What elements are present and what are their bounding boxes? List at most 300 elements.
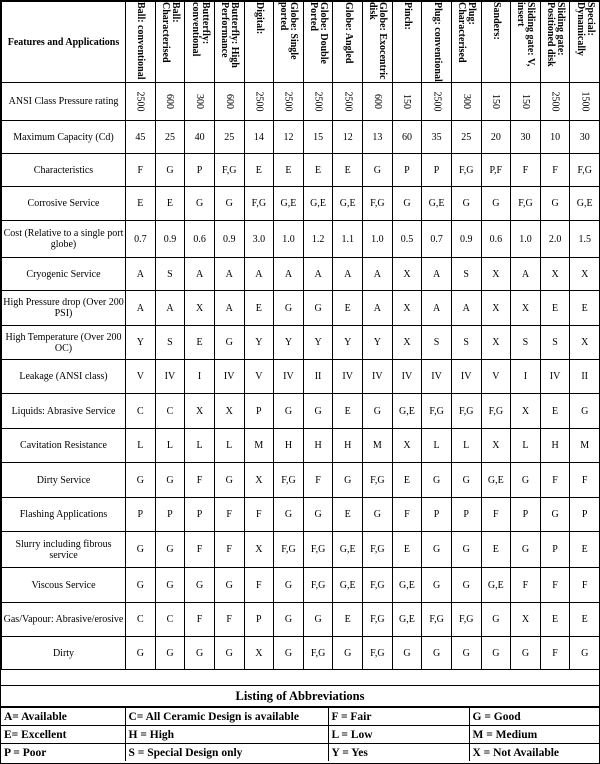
- rating-cell: E: [392, 532, 422, 568]
- rating-cell: P,F: [481, 154, 511, 187]
- rating-cell: G: [155, 637, 185, 670]
- rating-cell: L: [214, 429, 244, 463]
- pressure-rating-value: 300: [460, 94, 472, 109]
- rating-cell: E: [126, 187, 156, 221]
- rating-cell: F: [214, 532, 244, 568]
- rating-cell: G,E: [303, 187, 333, 221]
- rating-cell: G: [274, 603, 304, 637]
- abbreviations-table: [1, 707, 599, 761]
- feature-label: Gas/Vapour: Abrasive/erosive: [2, 603, 126, 637]
- rating-cell: F,G: [303, 532, 333, 568]
- rating-cell: G: [363, 394, 393, 429]
- rating-cell: F: [570, 568, 600, 603]
- rating-cell: S: [540, 326, 570, 360]
- rating-cell: 0.7: [126, 221, 156, 258]
- valve-type-label: Globe: Angled: [342, 2, 354, 64]
- rating-cell: 0.9: [155, 221, 185, 258]
- valve-type-header: [451, 2, 481, 83]
- abbreviation-entry: L = Low: [328, 726, 469, 744]
- rating-cell: E: [570, 291, 600, 326]
- rating-cell: P: [451, 498, 481, 532]
- valve-type-label: Globe: Exocentric disk: [367, 2, 389, 80]
- rating-cell: C: [126, 394, 156, 429]
- valve-type-label: Ball: Characterised: [159, 2, 181, 63]
- rating-cell: X: [244, 463, 274, 498]
- rating-cell: F,G: [363, 637, 393, 670]
- rating-cell: IV: [214, 360, 244, 394]
- rating-cell: 20: [481, 121, 511, 154]
- rating-cell: G,E: [333, 532, 363, 568]
- rating-cell: F,G: [451, 603, 481, 637]
- rating-cell: P: [126, 498, 156, 532]
- rating-cell: 25: [451, 121, 481, 154]
- rating-cell: G: [451, 637, 481, 670]
- rating-cell: G,E: [422, 187, 452, 221]
- valve-type-label: Sanders:: [490, 2, 502, 40]
- rating-cell: S: [422, 326, 452, 360]
- valve-type-header: [185, 2, 215, 83]
- abbreviation-entry: S = Special Design only: [125, 744, 328, 762]
- table-row: [2, 394, 600, 429]
- feature-label: Slurry including fibrous service: [2, 532, 126, 568]
- rating-cell: F: [392, 498, 422, 532]
- rating-cell: V: [126, 360, 156, 394]
- rating-cell: [155, 83, 185, 121]
- rating-cell: A: [274, 258, 304, 291]
- table-row: [2, 463, 600, 498]
- rating-cell: A: [126, 291, 156, 326]
- rating-cell: X: [481, 429, 511, 463]
- rating-cell: G,E: [333, 568, 363, 603]
- rating-cell: G: [303, 291, 333, 326]
- rating-cell: F: [185, 532, 215, 568]
- rating-cell: F: [244, 498, 274, 532]
- rating-cell: L: [126, 429, 156, 463]
- abbreviations-section: [1, 685, 599, 761]
- rating-cell: 12: [333, 121, 363, 154]
- rating-cell: G: [422, 568, 452, 603]
- abbreviation-entry: P = Poor: [1, 744, 125, 762]
- rating-cell: H: [540, 429, 570, 463]
- rating-cell: G: [540, 498, 570, 532]
- valve-type-header: [422, 2, 452, 83]
- abbreviation-entry: Y = Yes: [328, 744, 469, 762]
- table-row: [2, 121, 600, 154]
- table-row: [2, 429, 600, 463]
- rating-cell: 0.9: [451, 221, 481, 258]
- table-row: [2, 154, 600, 187]
- rating-cell: Y: [244, 326, 274, 360]
- rating-cell: G: [333, 637, 363, 670]
- rating-cell: A: [155, 291, 185, 326]
- rating-cell: F: [214, 603, 244, 637]
- rating-cell: P: [422, 498, 452, 532]
- pressure-rating-value: 2500: [134, 91, 146, 112]
- rating-cell: 25: [155, 121, 185, 154]
- rating-cell: G: [540, 187, 570, 221]
- rating-cell: 1.5: [570, 221, 600, 258]
- rating-cell: P: [422, 154, 452, 187]
- pressure-rating-value: 600: [223, 94, 235, 109]
- rating-cell: F: [303, 463, 333, 498]
- rating-cell: F: [214, 498, 244, 532]
- rating-cell: G: [451, 187, 481, 221]
- rating-cell: A: [126, 258, 156, 291]
- rating-cell: G: [422, 637, 452, 670]
- feature-label: High Pressure drop (Over 200 PSI): [2, 291, 126, 326]
- abbreviation-row: [1, 744, 599, 762]
- rating-cell: [570, 83, 600, 121]
- rating-cell: P: [244, 603, 274, 637]
- rating-cell: G: [303, 394, 333, 429]
- pressure-rating-value: 150: [519, 94, 531, 109]
- rating-cell: F: [185, 463, 215, 498]
- feature-label: ANSI Class Pressure rating: [2, 83, 126, 121]
- rating-cell: G: [570, 637, 600, 670]
- rating-cell: [303, 83, 333, 121]
- rating-cell: V: [244, 360, 274, 394]
- rating-cell: 1.0: [363, 221, 393, 258]
- rating-cell: II: [303, 360, 333, 394]
- header-row: [2, 2, 600, 83]
- rating-cell: A: [244, 258, 274, 291]
- table-row: [2, 637, 600, 670]
- rating-cell: G,E: [274, 187, 304, 221]
- rating-cell: A: [363, 291, 393, 326]
- rating-cell: X: [481, 326, 511, 360]
- rating-cell: G: [274, 498, 304, 532]
- rating-cell: G: [274, 568, 304, 603]
- rating-cell: Y: [363, 326, 393, 360]
- rating-cell: P: [570, 498, 600, 532]
- valve-type-label: Plug: Characterised: [456, 2, 478, 63]
- pressure-rating-value: 150: [401, 94, 413, 109]
- rating-cell: G: [214, 463, 244, 498]
- rating-cell: F,G: [422, 603, 452, 637]
- pressure-rating-value: 600: [164, 94, 176, 109]
- rating-cell: IV: [274, 360, 304, 394]
- rating-cell: E: [540, 291, 570, 326]
- rating-cell: G: [481, 603, 511, 637]
- pressure-rating-value: 2500: [342, 91, 354, 112]
- features-header: Features and Applications: [2, 2, 126, 83]
- rating-cell: 1.1: [333, 221, 363, 258]
- rating-cell: P: [185, 154, 215, 187]
- rating-cell: [363, 83, 393, 121]
- rating-cell: 30: [570, 121, 600, 154]
- rating-cell: G: [274, 637, 304, 670]
- rating-cell: IV: [540, 360, 570, 394]
- feature-label: Corrosive Service: [2, 187, 126, 221]
- rating-cell: A: [451, 291, 481, 326]
- abbreviation-entry: C= All Ceramic Design is available: [125, 708, 328, 726]
- table-row: [2, 291, 600, 326]
- rating-cell: F,G: [511, 187, 541, 221]
- rating-cell: F,G: [274, 532, 304, 568]
- rating-cell: G: [422, 463, 452, 498]
- rating-cell: 3.0: [244, 221, 274, 258]
- rating-cell: X: [570, 258, 600, 291]
- rating-cell: 60: [392, 121, 422, 154]
- rating-cell: G: [363, 154, 393, 187]
- rating-cell: P: [392, 154, 422, 187]
- rating-cell: F: [570, 463, 600, 498]
- rating-cell: G: [303, 498, 333, 532]
- rating-cell: F: [540, 637, 570, 670]
- rating-cell: [540, 83, 570, 121]
- feature-label: Cryogenic Service: [2, 258, 126, 291]
- rating-cell: II: [570, 360, 600, 394]
- feature-label: Cost (Relative to a single port globe): [2, 221, 126, 258]
- abbreviation-entry: X = Not Available: [469, 744, 599, 762]
- abbreviation-entry: H = High: [125, 726, 328, 744]
- rating-cell: G: [392, 187, 422, 221]
- rating-cell: G: [185, 187, 215, 221]
- table-row: [2, 532, 600, 568]
- valve-type-header: [155, 2, 185, 83]
- rating-cell: P: [511, 498, 541, 532]
- rating-cell: X: [214, 394, 244, 429]
- rating-cell: X: [570, 326, 600, 360]
- feature-label: High Temperature (Over 200 OC): [2, 326, 126, 360]
- rating-cell: X: [392, 291, 422, 326]
- rating-cell: S: [155, 258, 185, 291]
- rating-cell: G: [214, 637, 244, 670]
- rating-cell: I: [511, 360, 541, 394]
- feature-label: Dirty Service: [2, 463, 126, 498]
- rating-cell: G: [185, 637, 215, 670]
- rating-cell: F,G: [214, 154, 244, 187]
- rating-cell: 0.6: [185, 221, 215, 258]
- rating-cell: H: [303, 429, 333, 463]
- rating-cell: IV: [392, 360, 422, 394]
- rating-cell: G: [155, 154, 185, 187]
- rating-cell: E: [244, 154, 274, 187]
- rating-cell: S: [155, 326, 185, 360]
- rating-cell: A: [422, 258, 452, 291]
- rating-cell: M: [363, 429, 393, 463]
- valve-type-label: Plug: conventional: [431, 2, 443, 82]
- rating-cell: 0.7: [422, 221, 452, 258]
- valve-type-label: Globe: Single ported: [278, 2, 300, 60]
- rating-cell: E: [540, 603, 570, 637]
- rating-cell: L: [451, 429, 481, 463]
- rating-cell: S: [451, 326, 481, 360]
- abbreviations-title: Listing of Abbreviations: [1, 685, 599, 707]
- rating-cell: E: [185, 326, 215, 360]
- rating-cell: F: [185, 603, 215, 637]
- rating-cell: E: [333, 154, 363, 187]
- rating-cell: F,G: [303, 637, 333, 670]
- rating-cell: [214, 83, 244, 121]
- rating-cell: E: [155, 187, 185, 221]
- rating-cell: IV: [333, 360, 363, 394]
- rating-cell: G: [126, 637, 156, 670]
- valve-type-label: Digital:: [253, 2, 265, 35]
- rating-cell: F,G: [363, 568, 393, 603]
- rating-cell: F,G: [363, 463, 393, 498]
- rating-cell: 30: [511, 121, 541, 154]
- rating-cell: G: [214, 187, 244, 221]
- rating-cell: Y: [333, 326, 363, 360]
- rating-cell: F: [540, 463, 570, 498]
- rating-cell: E: [540, 394, 570, 429]
- valve-type-label: Sliding gate: Positioned disk: [545, 2, 567, 67]
- rating-cell: F,G: [303, 568, 333, 603]
- rating-cell: F,G: [363, 187, 393, 221]
- rating-cell: F,G: [451, 154, 481, 187]
- abbreviation-row: [1, 726, 599, 744]
- rating-cell: G: [481, 187, 511, 221]
- rating-cell: 10: [540, 121, 570, 154]
- rating-cell: G: [126, 568, 156, 603]
- table-row: [2, 258, 600, 291]
- rating-cell: E: [274, 154, 304, 187]
- rating-cell: F,G: [422, 394, 452, 429]
- rating-cell: 1.0: [511, 221, 541, 258]
- rating-cell: X: [392, 429, 422, 463]
- rating-cell: F,G: [451, 394, 481, 429]
- rating-cell: X: [185, 291, 215, 326]
- valve-type-header: [363, 2, 393, 83]
- rating-cell: F,G: [481, 394, 511, 429]
- valve-type-label: Globe: Double Ported: [308, 2, 330, 64]
- rating-cell: G: [126, 463, 156, 498]
- rating-cell: F: [511, 154, 541, 187]
- rating-cell: G: [214, 326, 244, 360]
- rating-cell: E: [333, 394, 363, 429]
- table-row: [2, 326, 600, 360]
- rating-cell: G: [511, 532, 541, 568]
- rating-cell: G: [570, 394, 600, 429]
- rating-cell: A: [363, 258, 393, 291]
- rating-cell: 1.0: [274, 221, 304, 258]
- rating-cell: A: [422, 291, 452, 326]
- rating-cell: F: [481, 498, 511, 532]
- rating-cell: G: [155, 532, 185, 568]
- rating-cell: P: [244, 394, 274, 429]
- table-row: [2, 498, 600, 532]
- valve-type-header: [214, 2, 244, 83]
- rating-cell: G: [363, 498, 393, 532]
- valve-type-header: [540, 2, 570, 83]
- rating-cell: E: [303, 154, 333, 187]
- valve-type-header: [392, 2, 422, 83]
- table-row: [2, 83, 600, 121]
- rating-cell: F,G: [244, 187, 274, 221]
- feature-label: Liquids: Abrasive Service: [2, 394, 126, 429]
- valve-type-label: Butterfly: conventional: [189, 2, 211, 57]
- rating-cell: [392, 83, 422, 121]
- rating-cell: G,E: [392, 603, 422, 637]
- rating-cell: P: [185, 498, 215, 532]
- rating-cell: G: [451, 532, 481, 568]
- rating-cell: P: [155, 498, 185, 532]
- rating-cell: G: [451, 463, 481, 498]
- rating-cell: 14: [244, 121, 274, 154]
- rating-cell: Y: [274, 326, 304, 360]
- pressure-rating-value: 2500: [431, 91, 443, 112]
- rating-cell: G: [451, 568, 481, 603]
- rating-cell: G: [333, 463, 363, 498]
- rating-cell: A: [303, 258, 333, 291]
- rating-cell: G: [126, 532, 156, 568]
- rating-cell: H: [274, 429, 304, 463]
- rating-cell: X: [511, 394, 541, 429]
- rating-cell: X: [392, 326, 422, 360]
- pressure-rating-value: 2500: [253, 91, 265, 112]
- feature-label: Dirty: [2, 637, 126, 670]
- table-row: [2, 187, 600, 221]
- rating-cell: S: [511, 326, 541, 360]
- rating-cell: G: [303, 603, 333, 637]
- rating-cell: F: [244, 568, 274, 603]
- rating-cell: 1.2: [303, 221, 333, 258]
- rating-cell: 45: [126, 121, 156, 154]
- rating-cell: A: [511, 258, 541, 291]
- rating-cell: L: [185, 429, 215, 463]
- rating-cell: [244, 83, 274, 121]
- rating-cell: C: [155, 603, 185, 637]
- rating-cell: X: [244, 532, 274, 568]
- rating-cell: [333, 83, 363, 121]
- feature-label: Viscous Service: [2, 568, 126, 603]
- rating-cell: C: [126, 603, 156, 637]
- rating-cell: S: [451, 258, 481, 291]
- rating-cell: F: [126, 154, 156, 187]
- rating-cell: E: [570, 603, 600, 637]
- rating-cell: E: [244, 291, 274, 326]
- rating-cell: G,E: [392, 394, 422, 429]
- pressure-rating-value: 2500: [282, 91, 294, 112]
- rating-cell: C: [155, 394, 185, 429]
- rating-cell: X: [540, 258, 570, 291]
- rating-cell: E: [481, 532, 511, 568]
- rating-cell: G,E: [333, 187, 363, 221]
- pressure-rating-value: 2500: [549, 91, 561, 112]
- valve-type-label: Butterfly: High Performance: [219, 2, 241, 68]
- rating-cell: G: [214, 568, 244, 603]
- rating-cell: [422, 83, 452, 121]
- valve-type-header: [303, 2, 333, 83]
- rating-cell: [185, 83, 215, 121]
- valve-type-header: [274, 2, 304, 83]
- feature-label: Cavitation Resistance: [2, 429, 126, 463]
- rating-cell: E: [333, 498, 363, 532]
- rating-cell: G: [155, 568, 185, 603]
- feature-label: Characteristics: [2, 154, 126, 187]
- pressure-rating-value: 1500: [579, 91, 591, 112]
- rating-cell: IV: [451, 360, 481, 394]
- rating-cell: F: [540, 154, 570, 187]
- rating-cell: G,E: [392, 568, 422, 603]
- valve-type-header: [570, 2, 600, 83]
- rating-cell: 0.9: [214, 221, 244, 258]
- rating-cell: G: [274, 394, 304, 429]
- valve-type-label: Special: Dynamically: [574, 2, 596, 56]
- abbreviation-entry: G = Good: [469, 708, 599, 726]
- rating-cell: IV: [155, 360, 185, 394]
- rating-cell: IV: [363, 360, 393, 394]
- rating-cell: A: [214, 258, 244, 291]
- rating-cell: E: [333, 603, 363, 637]
- valve-type-header: [126, 2, 156, 83]
- rating-cell: IV: [422, 360, 452, 394]
- rating-cell: 13: [363, 121, 393, 154]
- rating-cell: H: [333, 429, 363, 463]
- rating-cell: L: [155, 429, 185, 463]
- table-row: [2, 360, 600, 394]
